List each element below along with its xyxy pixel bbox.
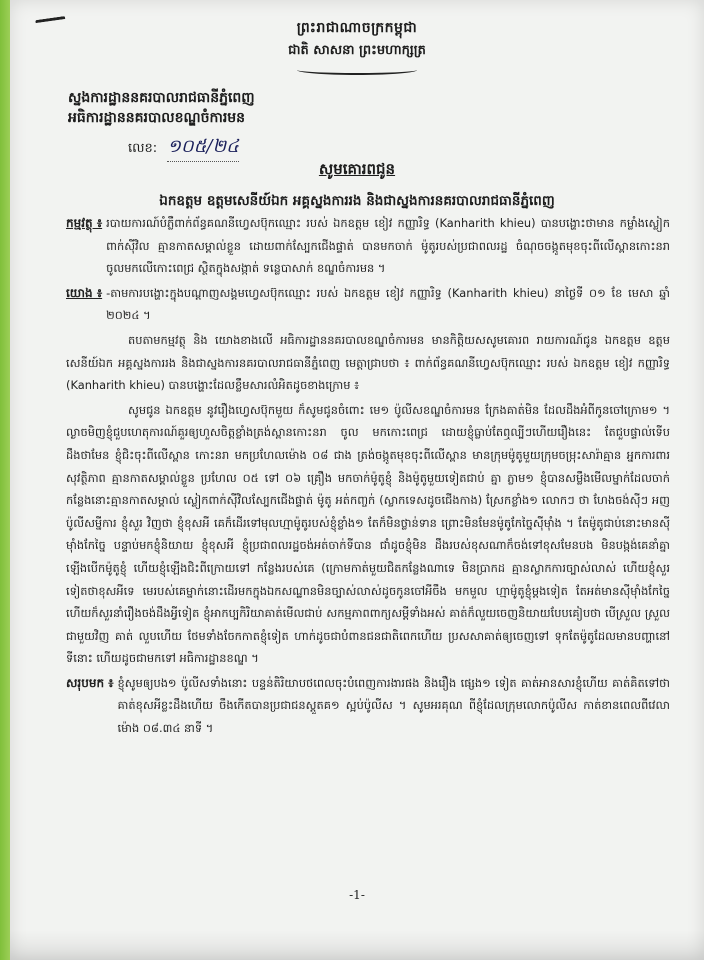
- national-header: [10, 18, 704, 75]
- reference-number: [128, 134, 239, 162]
- kingdom-title: ព្រះរាជាណាចក្រកម្ពុជា: [296, 20, 418, 36]
- summary-text: ខ្ញុំសូមឲ្យបង១ ប៉ូលីសទាំងនោះ បន្ទន់តិរិយាបថពេលចុះបំពេញការងារផង និងរឿង ផ្សេង១ ទៀត គាត់អានសារខ្ញុំហើយ គាត់គិតទៅថាគាត់ខុសអីខ្លះដឹងហើយ ចឹងកើតបានប្រជាជនស្ដួតគ១ ស្អប់ប៉ូលីស ។ សូមអរគុណ ពីខ្ញុំដែលក្រុមលោកប៉ូលីស កាត់ខានពេលពីវេលាម៉ោង ០៨.៣៤ នាទី ។: [117, 675, 670, 736]
- handwritten-reference-number: ១០៥/២៤: [167, 134, 239, 162]
- photo-shadow: [10, 930, 704, 960]
- reference-label: លេខ:: [128, 141, 158, 156]
- paragraph-facebook-post: សូមជូន ឯកឧត្តម នូវរឿងហ្វេសប៊ុកមួយ ក៏សូមជូនចំពោះ មេ១ ប៉ូលីសខណ្ឌចំការមន ក្រែងគាត់មិន ដែលដឹងអំពីកូនចៅក្រោម១ ។ ល្ងាចមិញខ្ញុំជួបហេតុការណ៍គួរឲ្យហួសចិត្តខ្លាំងត្រង់ស្ពានកោះនរា ចូល មកកោះពេជ្រ ដោយខ្ញុំធ្លាប់តែឮល្បីៗហើយរឿងនេះ តែជួបផ្ទាល់ទើបដឹងថាមែន ខ្ញុំជិះចុះពីលើស្ពាន កោះនរា មកប្រហែលម៉ោង ០៨ ជាង ត្រង់ចង្កូតមុខចុះពីលើស្ពាន មានក្រុមម៉ូតូមួយក្រុមចម្រុះសារ៉ាគ្មាន អ្នកការពារសុវត្ថិភាព គ្មានកាតសម្គាល់ខ្លួន ប្រហែល ០៥ ទៅ ០៦ គ្រឿង មកចាក់ម៉ូតូខ្ញុំ និងម៉ូតូមួយទៀតជាប់ គ្នា ភ្លាម១ ខ្ញុំបានសម្លឹងមើលម្នាក់ដែលចាក់កន្លែងនោះគ្មានកាតសម្គាល់ ស្លៀកពាក់ស៊ីវិលស្បែកជើងផ្ទាត់ ម៉ូតូ អត់កញ្ចក់ (ស្លាកទេសដូចជើងកាង) ស្រែកខ្លាំង១ លោកៗ ថា ហែងចង់ស៊ីៗ អញប៉ូលីសម្នីការ ខ្ញុំសួរ វិញថា ខ្ញុំខុសអី គេក៏ដើរទៅមុលហ្មាម៉ូតូរបស់ខ្ញុំខ្លាំង១ តែក៏មិនថ្លាន់ទាន ព្រោះមិនមែនម៉ូតូកែច្នៃស៊ីម៉ាំង ។ តែម៉ូតូជាប់នោះមានស៊ីម៉ាំងកែច្នៃ បន្ទាប់មកខ្ញុំនិយាយ ខ្ញុំខុសអី ខ្ញុំប្រជាពលរដ្ឋចង់អត់ចាក់ទីបាន ជាំដូចខ្ញុំមិន ដឹងរបស់ខុសណាក៏ចង់ទៅខុសមែនបង មិនបង្កង់គេនាំគ្នាឡើងបើកម៉ូតូខ្ញុំ ហើយខ្ញុំឡើងជិះពីក្រោយទៅ កន្លែងរបស់គេ (ក្រោមកាត់មួយជិតកន្លែងណាទេ មិនប្រាកដ គ្មានស្លាកការច្បាស់លាស់ ហើយខ្ញុំសួរ ទៀតថាខុសអីទេ មេរបស់គេម្នាក់នោះដើរមកក្នុងឯកសណ្ឋានមិនច្បាស់លាស់ដូចកូនចៅអីចឹង មកមួល ហ្មាម៉ូតូខ្ញុំម្តងទៀត តែអត់មានស៊ីម៉ាំងកែច្នៃ ហើយក៏សួរនាំរឿងចង់ដឹងអ្វីទៀត ខ្ញុំអាកប្បកិរិយាគាត់មើលជាប់ សកម្មភាពពាក្យសម្តីទាំងអស់ គាត់ក៏លួយចេញនិយាយបែបគៀបថា បើស្រួល ស្រួល ជាមួយវិញ គាត់ លួបហើយ ថែមទាំងចែកកាតខ្ញុំទៀត ហាក់ដូចជាបំពានជនជាតិពេកហើយ ប្រសសាគាត់ឲ្យចេញទៅ ទុកតែម៉ូតូដែលមានបញ្ហានៅទីនោះ ហើយដូចជាមកទៅ អធិការដ្ឋានខណ្ឌ ។: [66, 402, 670, 666]
- org-line-1: ស្នងការដ្ឋាននគរបាលរាជធានីភ្នំពេញ: [68, 90, 255, 106]
- reference-row: [66, 282, 670, 327]
- title-recipient: ឯកឧត្តម ឧត្តមសេនីយ៍ឯក អគ្គស្នងការរង និងជាស្នងការនគរបាលរាជធានីភ្នំពេញ: [159, 193, 555, 209]
- document-body: [66, 212, 670, 740]
- org-line-2: អធិការដ្ឋាននគរបាលខណ្ឌចំការមន: [68, 110, 246, 126]
- title-greeting: សូមគោរពជូន: [318, 160, 396, 178]
- summary-row: [66, 672, 670, 740]
- subject-text: របាយការណ៍បំភ្លឺពាក់ព័ន្ធគណនីហ្វេសប៊ុកឈ្មោះ របស់ ឯកឧត្តម ខៀវ កញ្ញារិទ្ធ (Kanharith khieu) បានបង្ហោះថាមាន កម្លាំងស្លៀកពាក់ស៊ីវិល គ្មានកាតសម្គាល់ខ្លួន ដោយពាក់ស្បែកជើងផ្ទាត់ បានមកចាក់ ម៉ូតូរបស់ប្រជាពលរដ្ឋ ចំណុចចង្កូតមុខចុះពីលើស្ពានកោះនរា ចូលមកលើកោះពេជ្រ ស្ថិតក្នុងសង្កាត់ ទន្លេបាសាក់ ខណ្ឌចំការមន ។: [106, 216, 670, 276]
- summary-label: សរុបមក ៖: [66, 675, 114, 690]
- page-number: -1-: [349, 888, 365, 902]
- subject-row: [66, 212, 670, 280]
- document-page: [10, 0, 704, 960]
- document-title: [10, 160, 704, 212]
- reference-para-label: យោង ៖: [66, 285, 103, 300]
- reference-para-text: -តាមការបង្ហោះក្នុងបណ្តាញសង្គមហ្វេសប៊ុកឈ្មោះ របស់ ឯកឧត្តម ខៀវ កញ្ញារិទ្ធ (Kanharith khieu) នាថ្ងៃទី ០១ ខែ មេសា ឆ្នាំ ២០២៤ ។: [106, 285, 670, 323]
- subject-label: កម្មវត្ថុ ៖: [66, 216, 103, 230]
- issuing-organization: [68, 88, 255, 128]
- header-ornament: [297, 65, 417, 75]
- national-motto: ជាតិ សាសនា ព្រះមហាក្សត្រ: [288, 43, 426, 58]
- paragraph-intro: តបតាមកម្មវត្ថុ និង យោងខាងលើ អធិការដ្ឋាននគរបាលខណ្ឌចំការមន មានកិត្តិយសសូមគោរព រាយការណ៍ជូន ឯកឧត្តម ឧត្តមសេនីយ៍ឯក អគ្គស្នងការរង និងជាស្នងការនគរបាលរាជធានីភ្នំពេញ មេត្តាជ្រាបថា ៖ ពាក់ព័ន្ធគណនីហ្វេសប៊ុកឈ្មោះ របស់ ឯកឧត្តម ខៀវ កញ្ញារិទ្ធ (Kanharith khieu) បានបង្ហោះដែលខ្លឹមសារលំអិតដូចខាងក្រោម ៖: [66, 332, 670, 393]
